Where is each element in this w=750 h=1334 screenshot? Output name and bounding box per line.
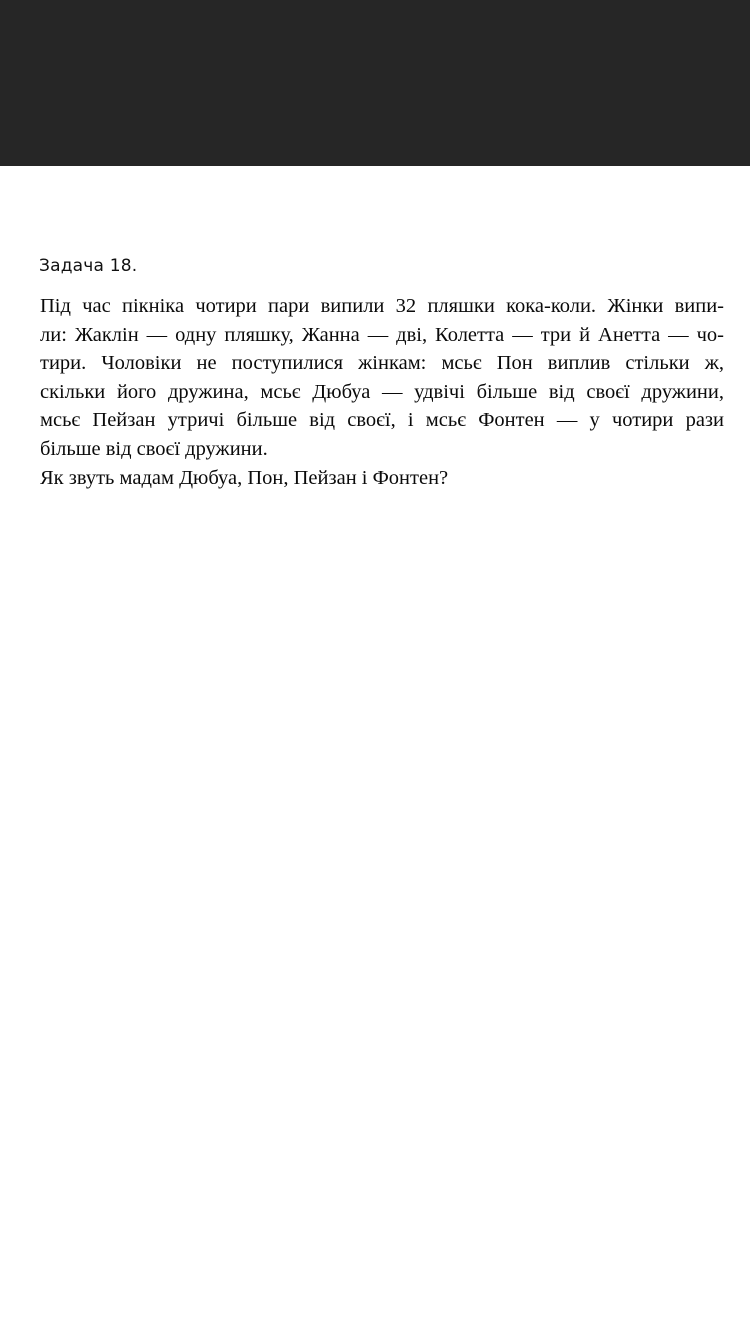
task-text-line: більше від своєї дружини. <box>40 437 268 460</box>
task-title: Задача 18. <box>39 256 138 276</box>
task-body <box>40 292 724 492</box>
task-text-line: Під час пікніка чотири пари випили 32 пляшки кока-коли. Жінки випи- <box>40 295 724 317</box>
task-text-line: скільки його дружина, мсьє Дюбуа — удвічі більше від своєї дружини, <box>40 380 724 403</box>
task-question: Як звуть мадам Дюбуа, Пон, Пейзан і Фонтен? <box>40 466 449 489</box>
document-page <box>0 166 750 1334</box>
task-text-line: тири. Чоловіки не поступилися жінкам: мсьє Пон виплив стільки ж, <box>40 352 724 375</box>
task-text-line: мсьє Пейзан утричі більше від своєї, і мсьє Фонтен — у чотири рази <box>40 409 724 432</box>
task-text-line: ли: Жаклін — одну пляшку, Жанна — дві, Колетта — три й Анетта — чо- <box>40 323 724 346</box>
top-dark-bar <box>0 0 750 166</box>
